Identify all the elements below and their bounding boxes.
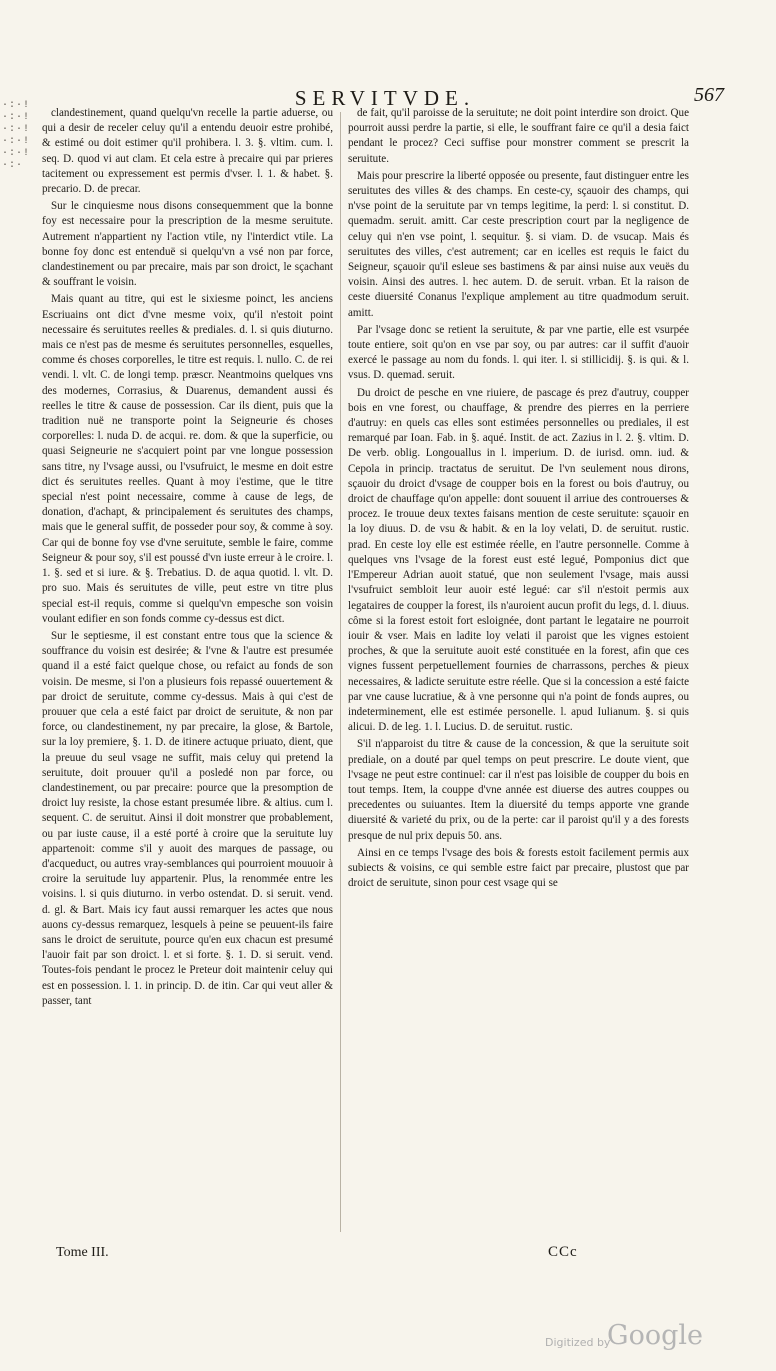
paragraph: Ainsi en ce temps l'vsage des bois & forests estoit facilement permis aux subiects & voisins, ce qui semble estre faict par precaire, plustost que par droict de seruitute, sinon pour cest vsage qui se: [348, 846, 689, 890]
paragraph: Du droict de pesche en vne riuiere, de pascage és prez d'autruy, coupper bois en vne forest, ou chauffage, & prendre des pierres en la perriere d'autruy: en quels cas elles sont estimées personnelles ou prediales, il est remarqué par Ioan. Fab. in §. aqué. Instit. de act. Zazius in l. 2. §. vltim. D. De verb. oblig. Longouallus in l. imperium. D. de iurisd. omn. iud. & Cepola in princip. tractatus de seruitut. De l'vn seulement nous dirons, sçauoir du droict d'vsage de coupper bois en la forest ou bois d'autruy, ou droict de chauffage qu'on appelle: dont souuent il arriue des controuerses & procez. Ie trouue deux textes faisans mention de ceste seruitute: sçauoir en la loy diuus. D. de vsu & habit. & en la loy velati, D. de seruitut. rustic. prad. En ceste loy elle est estimée réelle, en l'autre personnelle. Comme à quelques vns l'vsage de la forest eust esté legué, Pomponius dict que l'Empereur Adrian auoit statué, que non seulement l'vsage, mais aussi l'vsufruict sembloit leur auoir esté legué: car s'il n'estoit permis aux legataires de coupper la forest, ils n'auroient aucun profit du legs, d. l. diuus. côme si la forest estoit fort esloignée, dont partant le legataire ne pourroit iouir & vser. Mais en ladite loy velati il paroist que les vignes estoient proches, & que la seruitute auoit esté constituée en la forest, afin que ces vignes fussent perpetuellement fournies de charrassons, perches & pieux necessaires, & ladicte seruitute estre réelle. Que si la concession a esté faicte par vne cause lucratiue, & à vne personne qui n'a point de fonds aupres, ou indeterminement, elle est estimée personelle. l. apud Iulianum. §. si quis alicui. D. de leg. 1. l. Lucius. D. de seruitut. rustic.: [348, 386, 689, 734]
digitization-watermark: [545, 1320, 745, 1360]
watermark-prefix: Digitized by: [545, 1336, 611, 1349]
google-logo: Google: [607, 1320, 703, 1351]
paragraph: S'il n'apparoist du titre & cause de la concession, & que la seruitute soit prediale, on a douté par quel temps on peut prescrire. Le doute vient, que l'vsage ne peut estre continuel: car il n'est pas loisible de coupper du bois en tout temps. Item, la couppe d'vne année est diuerse des autres couppes ou precedentes ou suiuantes. Item la diuersité du temps apporte vne grande diuersité & varieté du prix, ou de la perte: car il paroist qu'il y a des forests presque de nul prix depuis 50. ans.: [348, 738, 689, 842]
binding-edge-marks: ·:·!·:·!·:·!·:·!·:·!·:·: [2, 100, 31, 171]
left-text-column: [42, 106, 333, 1242]
page-number: 567: [694, 84, 724, 106]
column-divider: [340, 112, 341, 1232]
signature-mark: CCc: [548, 1244, 578, 1260]
paragraph: de fait, qu'il paroisse de la seruitute; ne doit point interdire son droict. Que pourroit aussi perdre la partie, si elle, le souffrant faire ce qu'il a desia faict pendant le procez? Ceci suffise pour monstrer comment se prescrit la seruitute.: [348, 107, 689, 165]
paragraph: Mais pour prescrire la liberté opposée ou presente, faut distinguer entre les seruitutes des villes & des champs. En ceste-cy, sçauoir des champs, qui n'vse point de la seruitute par vn temps legitime, la perd: l. si constitut. D. quemadm. seruit. amitt. Car ceste prescription court par la negligence de celuy qui n'en vse point, l. sequitur. §. si viam. D. de vsucap. Mais és seruitutes des villes, c'est autrement; car en icelles est requis le faict du Seigneur, sçauoir qu'il esleue ses bastimens & par ainsi nuise aux veuës du voisin. Ainsi des autres. l. hec autem. D. de seruit. vrban. Et la raison de ceste diuersité Conanus l'explique amplement au titre quadmodum seruit. amitt.: [348, 169, 689, 319]
volume-label: Tome III.: [56, 1245, 109, 1260]
paragraph: clandestinement, quand quelqu'vn recelle la partie aduerse, ou qui a desir de receler celuy qu'il a entendu deuoir estre prohibé, & estimé ou doit estimer qu'il prohibera. l. 3. §. vltim. cum. l. seq. D. quod vi aut clam. Et cela estre à precaire qui par prieres tacitement ou expressement est permis d'vser. l. 1. & habet. §. precario. D. de precar.: [42, 107, 333, 196]
right-text-column: [348, 106, 689, 1242]
paragraph: Sur le septiesme, il est constant entre tous que la science & souffrance du voisin est desirée; & l'vne & l'autre est presumée quand il a esté faict quelque chose, ou refaict au fonds de son voisin. De mesme, si l'on a plusieurs fois repassé ouuertement & par droict de seruitute, comme cy-dessus. Mais à qui c'est de prouuer que cela a esté faict par droict de seruitute, & non par force, ou clandestinement, ny par precaire, la glose, & Bartole, sur la loy premiere, §. 1. D. de itinere actuque priuato, dient, que la preuue du seul vsage ne suffit, mais celuy qui pretend la seruitute, doit prouuer qu'il a posledé non par force, ou clandestinement, ou par precaire: pource que la presomption de droict luy resiste, la chose estant presumée libre. & altius. cum l. sequent. C. de seruitut. Ainsi il doit monstrer que probablement, ou par iuste cause, il a esté porté à croire que la seruitute luy appartenoit: comme s'il y auoit des marques de passage, ou d'acqueduct, ou autres vray-semblances qui pourroient mouuoir à croire la seruitude luy appartenir. Plus, la renommée entre les voisins. l. si quis diuturno. in verbo ostendat. D. si seruit. vend. d. gl. & Bart. Mais icy faut aussi remarquer les actes que nous auons cy-dessus remarquez, lesquels à peine se peuuent-ils faire sans le droict de seruitute, pource qu'en eux chacun est presumé l'auoir fait par son droict. l. et si forte. §. 1. D. si seruit. vend. Toutes-fois pendant le procez le Preteur doit maintenir celuy qui est en possession. l. 1. in princip. D. de itin. Car qui veut aller & passer, tant: [42, 629, 333, 1007]
running-title: SERVITVDE.: [294, 86, 476, 110]
paragraph: Mais quant au titre, qui est le sixiesme poinct, les anciens Escriuains ont dict d'vne mesme voix, qu'il n'estoit point necessaire és seruitutes reelles & prediales. d. l. si quis diuturno. mais ce n'est pas de mesme és seruitutes personnelles, esquelles, comme és choses corporelles, le titre est requis. l. nullo. C. de rei vendi. l. vlt. C. de longi temp. præscr. Neantmoins quelques vns des modernes, Corrasius, & Duarenus, demandent aussi és reelles le titre & cause de possession. Car ils dient, puis que la tradition nuë ne transporte point la Seigneurie és choses corporelles: l. nuda D. de acqui. re. dom. & que la superficie, ou quasi Seigneurie ne s'acquiert point par vne longue possession sans titre, ny l'vsage aussi, ou l'vsufruict, le mesme en doit estre dict és seruitutes reelles. Quant à moy i'estime, que le titre special n'est point necessaire, comme à cause de legs, de donation, d'achapt, & principalement és seruitutes des champs, mais que le general suffit, de posseder pour soy, & comme à soy. Car qui de bonne foy vse d'vne seruitute, semble le faire, comme Seigneur & pour soy, s'il est poussé d'vn iuste erreur à le croire. l. 1. §. sed et si iure. & §. Trebatius. D. de aqua quotid. l. vlt. D. pro suo. Mais és seruitutes de ville, peut estre vn titre plus special est-il requis, comme si quelqu'vn empesche son voisin voulant edifier en son fonds comme cy-dessus est dict.: [42, 293, 333, 625]
paragraph: Sur le cinquiesme nous disons consequemment que la bonne foy est necessaire pour la prescription de la mesme seruitute. Autrement n'appartient ny l'action vtile, ny l'interdict vtile. La bonne foy donc est entenduë si quelqu'vn a vsé non par force, clandestinement ou par precaire, mais par son droict, le sçachant & souffrant le voisin.: [42, 200, 333, 289]
paragraph: Par l'vsage donc se retient la seruitute, & par vne partie, elle est vsurpée toute entiere, soit qu'on en vse par soy, ou par autres: car il suffit d'auoir exercé le passage au nom du fonds. l. qui iter. l. si stillicidij. §. is qui. & l. vsus. D. quemad. seruit.: [348, 323, 689, 382]
